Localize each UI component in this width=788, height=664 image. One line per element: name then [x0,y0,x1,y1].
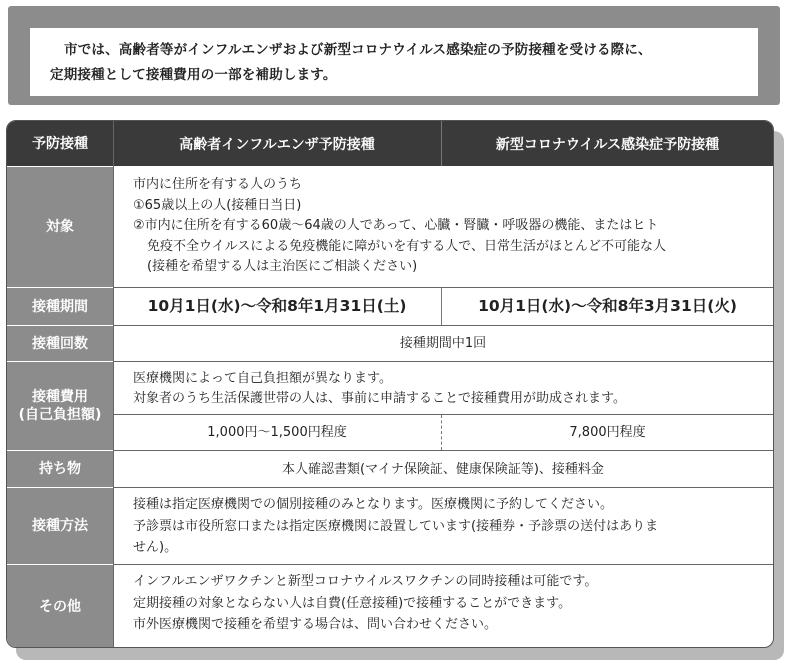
target-line-5: (接種を希望する人は主治医にご相談ください) [147,259,418,274]
label-target: 対象 [7,167,113,287]
label-cost-line-1: 接種費用 [32,389,88,405]
row-period [7,288,773,325]
target-line-4: 免疫不全ウイルスによる免疫機能に障がいを有する人で、日常生活がほとんど不可能な人 [147,238,666,254]
method-content [113,488,773,564]
vaccination-info-table [6,120,774,648]
target-line-2: ①65歳以上の人(接種日当日) [133,197,302,213]
row-method [7,488,773,564]
method-line-3: せん)。 [133,540,178,555]
other-line-1: インフルエンザワクチンと新型コロナウイルスワクチンの同時接種は可能です。 [133,574,598,589]
header-influenza: 高齢者インフルエンザ予防接種 [113,121,441,166]
label-cost-line-2: (自己負担額) [18,407,102,423]
target-content [113,167,773,287]
cost-line-1: 医療機関によって自己負担額が異なります。 [133,371,392,386]
other-line-3: 市外医療機関で接種を希望する場合は、問い合わせください。 [133,617,498,632]
intro-line-2: 定期接種として接種費用の一部を補助します。 [50,67,337,83]
period-influenza: 10月1日(水)～令和8年1月31日(土) [147,297,407,315]
cost-notes [113,362,773,414]
header-label: 予防接種 [7,121,113,166]
row-count [7,326,773,361]
row-other [7,565,773,648]
header-covid: 新型コロナウイルス感染症予防接種 [441,121,773,166]
label-count: 接種回数 [7,326,113,361]
method-line-2: 予診票は市役所窓口または指定医療機関に設置しています(接種券・予診票の送付はありま [133,518,659,534]
intro-frame [8,6,780,105]
intro-line-1 [50,38,740,63]
label-period: 接種期間 [7,288,113,325]
row-target [7,167,773,287]
label-method: 接種方法 [7,488,113,564]
row-items [7,451,773,487]
intro-line-1-text: 市では、高齢者等がインフルエンザおよび新型コロナウイルス感染症の予防接種を受ける際に、 [64,42,652,58]
intro-text-box [30,28,758,96]
other-content [113,565,773,648]
target-line-3: ②市内に住所を有する60歳～64歳の人であって、心臓・腎臓・呼吸器の機能、またはヒト [133,218,659,233]
cost-influenza: 1,000円～1,500円程度 [207,425,347,440]
target-line-1: 市内に住所を有する人のうち [133,177,303,192]
cost-covid: 7,800円程度 [441,415,773,450]
other-line-2: 定期接種の対象とならない人は自費(任意接種)で接種することができます。 [133,595,572,611]
label-items: 持ち物 [7,451,113,487]
items-value: 本人確認書類(マイナ保険証、健康保険証等)、接種料金 [282,461,604,477]
label-cost [7,362,113,450]
label-column-divider [113,121,114,647]
cost-line-2: 対象者のうち生活保護世帯の人は、事前に申請することで接種費用が助成されます。 [133,391,626,406]
period-covid: 10月1日(水)～令和8年3月31日(火) [441,288,773,325]
count-value: 接種期間中1回 [399,336,487,351]
table-header-row [7,121,773,166]
label-other: その他 [7,565,113,648]
row-cost [7,362,773,450]
method-line-1: 接種は指定医療機関での個別接種のみとなります。医療機関に予約してください。 [133,497,613,512]
